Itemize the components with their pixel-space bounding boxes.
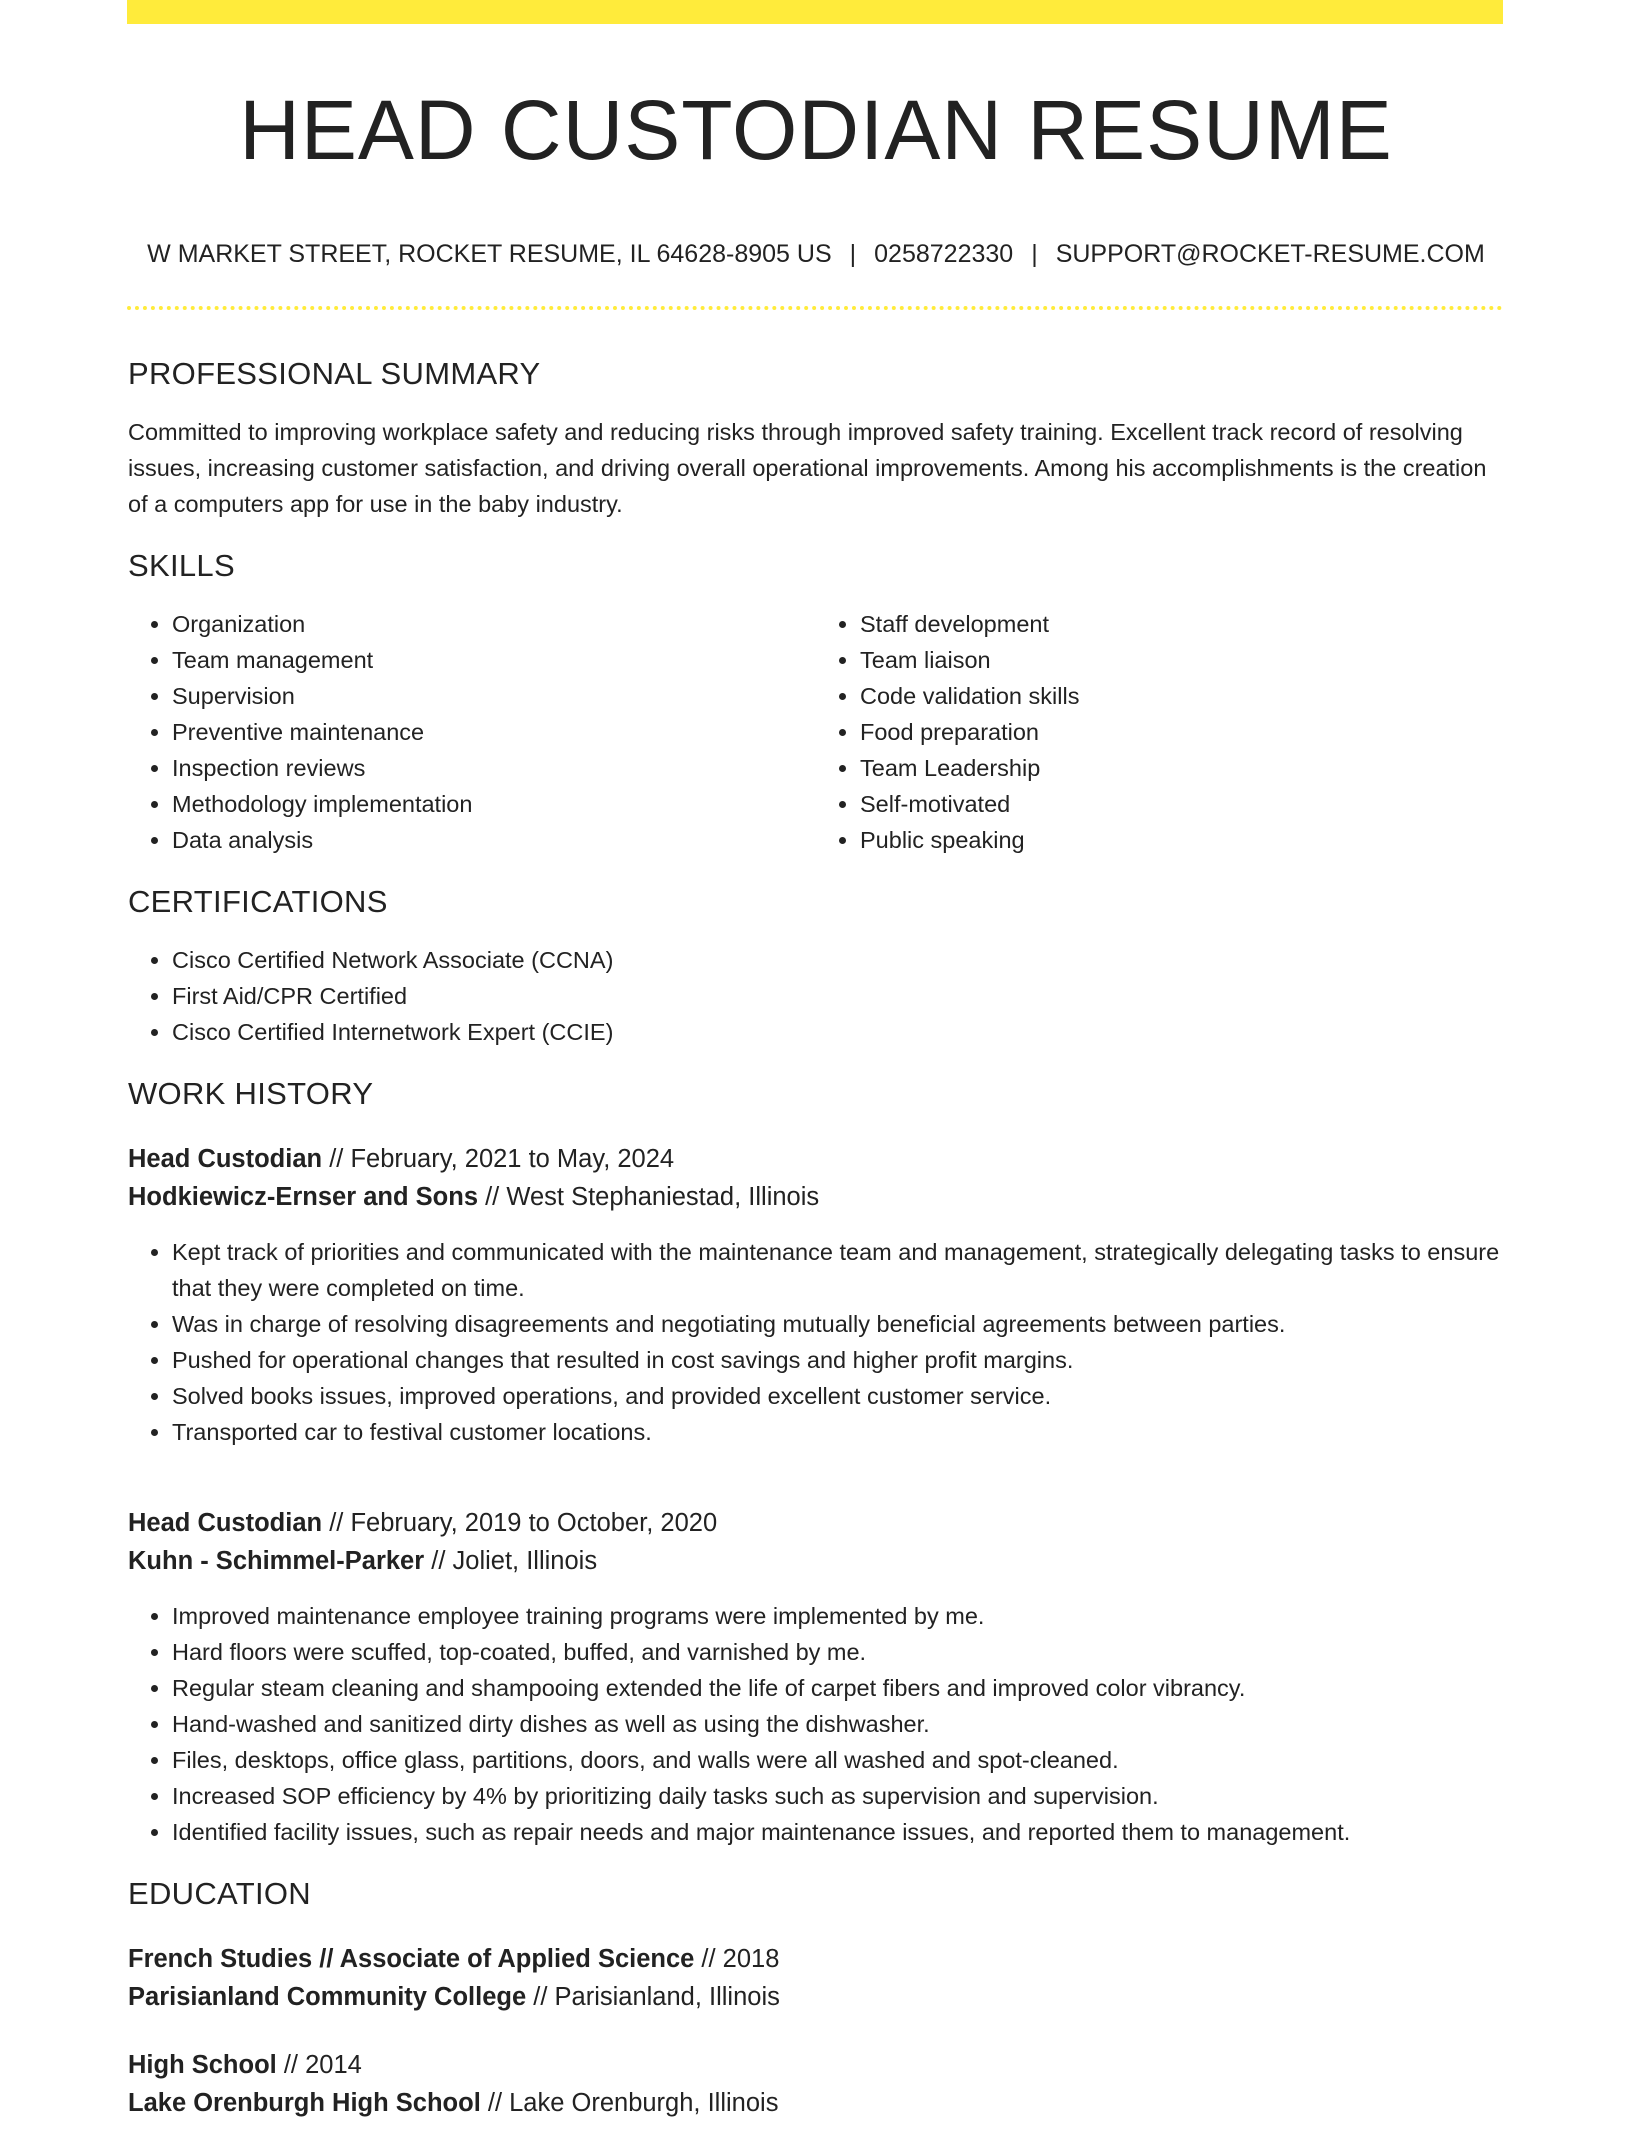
spacer	[128, 1450, 1504, 1480]
contact-separator: |	[1031, 240, 1038, 268]
job-bullet: • Kept track of priorities and communicated with the maintenance team and management, strategically delegating tasks to ensure that they were completed on time.	[172, 1234, 1504, 1306]
job-title-line	[128, 1504, 1504, 1542]
job-bullets	[128, 1598, 1504, 1850]
job-dates: // February, 2021 to May, 2024	[322, 1145, 675, 1173]
job-location: // Joliet, Illinois	[424, 1547, 598, 1575]
skill-item: • Code validation skills	[860, 678, 1504, 714]
education-location: // Parisianland, Illinois	[526, 1983, 780, 2011]
job-company: Kuhn - Schimmel-Parker	[128, 1547, 425, 1575]
work-history-section	[128, 1072, 1504, 1850]
education-location: // Lake Orenburgh, Illinois	[480, 2089, 779, 2117]
skill-item: • Team Leadership	[860, 750, 1504, 786]
education-heading: EDUCATION	[128, 1876, 311, 1911]
skill-item: • Public speaking	[860, 822, 1504, 858]
accent-top-bar	[127, 0, 1503, 24]
education-school: Lake Orenburgh High School	[128, 2089, 481, 2117]
dotted-divider	[127, 306, 1503, 310]
job-title: Head Custodian	[128, 1145, 323, 1173]
skills-heading: SKILLS	[128, 548, 235, 583]
education-school-line	[128, 2084, 1504, 2122]
job-bullet: • Pushed for operational changes that resulted in cost savings and higher profit margins.	[172, 1342, 1504, 1378]
job-title: Head Custodian	[128, 1509, 323, 1537]
skill-item: • Team liaison	[860, 642, 1504, 678]
skill-item: • Preventive maintenance	[172, 714, 816, 750]
contact-phone: 0258722330	[874, 240, 1014, 268]
education-degree: High School	[128, 2051, 277, 2079]
job-location: // West Stephaniestad, Illinois	[478, 1183, 820, 1211]
education-degree-line	[128, 1940, 1504, 1978]
education-degree-line	[128, 2046, 1504, 2084]
education-school: Parisianland Community College	[128, 1983, 527, 2011]
job-bullet: • Regular steam cleaning and shampooing extended the life of carpet fibers and improved color vibrancy.	[172, 1670, 1504, 1706]
job-bullet: • Increased SOP efficiency by 4% by prioritizing daily tasks such as supervision and supervision.	[172, 1778, 1504, 1814]
certification-item: • First Aid/CPR Certified	[172, 978, 1504, 1014]
job-header	[128, 1504, 1504, 1580]
summary-heading: PROFESSIONAL SUMMARY	[128, 356, 541, 391]
skill-item: • Supervision	[172, 678, 816, 714]
job-dates: // February, 2019 to October, 2020	[322, 1509, 718, 1537]
job-bullet: • Hand-washed and sanitized dirty dishes as well as using the dishwasher.	[172, 1706, 1504, 1742]
skill-item: • Team management	[172, 642, 816, 678]
job-company-line	[128, 1178, 1504, 1216]
job-bullet: • Improved maintenance employee training programs were implemented by me.	[172, 1598, 1504, 1634]
job-header	[128, 1140, 1504, 1216]
job-entry	[128, 1504, 1504, 1850]
contact-separator: |	[849, 240, 857, 268]
education-section	[128, 1872, 1504, 2122]
certification-item: • Cisco Certified Internetwork Expert (CCIE)	[172, 1014, 1504, 1050]
skill-item: • Inspection reviews	[172, 750, 816, 786]
spacer	[128, 2016, 1504, 2046]
skills-list-left	[128, 606, 816, 858]
skill-item: • Self-motivated	[860, 786, 1504, 822]
job-company-line	[128, 1542, 1504, 1580]
skills-columns	[128, 606, 1504, 858]
job-bullet: • Transported car to festival customer locations.	[172, 1414, 1504, 1450]
resume-content	[128, 352, 1504, 2144]
skill-item: • Methodology implementation	[172, 786, 816, 822]
contact-address: W MARKET STREET, ROCKET RESUME, IL 64628-8905 US	[147, 240, 832, 268]
education-year: // 2014	[276, 2051, 362, 2079]
skill-item: • Organization	[172, 606, 816, 642]
certifications-section	[128, 880, 1504, 1050]
job-entry	[128, 1140, 1504, 1450]
skills-list-right	[816, 606, 1504, 858]
certification-item: • Cisco Certified Network Associate (CCNA)	[172, 942, 1504, 978]
skills-section	[128, 544, 1504, 858]
skill-item: • Data analysis	[172, 822, 816, 858]
summary-section	[128, 352, 1504, 522]
certifications-list	[128, 942, 1504, 1050]
summary-text: Committed to improving workplace safety and reducing risks through improved safety training. Excellent track record of resolving issues, increasing customer satisfaction, and driving overall operational improvements. Among his accomplishments is the creation of a computers app for use in the baby industry.	[128, 419, 1487, 517]
contact-line	[0, 236, 1632, 272]
education-school-line	[128, 1978, 1504, 2016]
skill-item: • Staff development	[860, 606, 1504, 642]
job-company: Hodkiewicz-Ernser and Sons	[128, 1183, 479, 1211]
job-bullet: • Solved books issues, improved operations, and provided excellent customer service.	[172, 1378, 1504, 1414]
job-bullet: • Was in charge of resolving disagreements and negotiating mutually beneficial agreements between parties.	[172, 1306, 1504, 1342]
job-bullets	[128, 1234, 1504, 1450]
skill-item: • Food preparation	[860, 714, 1504, 750]
job-bullet: • Identified facility issues, such as repair needs and major maintenance issues, and reported them to management.	[172, 1814, 1504, 1850]
certifications-heading: CERTIFICATIONS	[128, 884, 388, 919]
contact-email: SUPPORT@ROCKET-RESUME.COM	[1055, 240, 1485, 268]
work-history-heading: WORK HISTORY	[128, 1076, 374, 1111]
education-degree: French Studies // Associate of Applied Science	[128, 1945, 695, 1973]
job-bullet: • Files, desktops, office glass, partitions, doors, and walls were all washed and spot-cleaned.	[172, 1742, 1504, 1778]
education-entry	[128, 1940, 1504, 2016]
resume-title: HEAD CUSTODIAN RESUME	[239, 83, 1393, 177]
job-title-line	[128, 1140, 1504, 1178]
education-year: // 2018	[694, 1945, 780, 1973]
job-bullet: • Hard floors were scuffed, top-coated, buffed, and varnished by me.	[172, 1634, 1504, 1670]
education-entry	[128, 2046, 1504, 2122]
